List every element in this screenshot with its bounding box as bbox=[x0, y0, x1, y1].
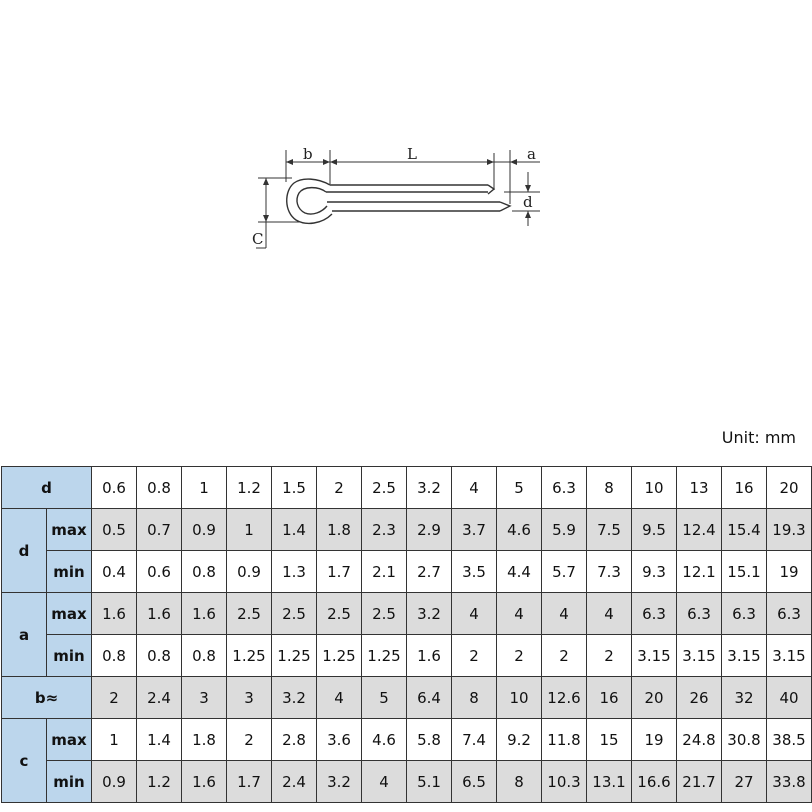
table-cell: 3.5 bbox=[452, 551, 497, 593]
table-cell: 7.3 bbox=[587, 551, 632, 593]
arrow-c-top bbox=[263, 178, 269, 185]
table-cell: 8 bbox=[452, 677, 497, 719]
table-cell: 3.6 bbox=[317, 719, 362, 761]
table-cell: 13 bbox=[677, 467, 722, 509]
table-cell: 19 bbox=[767, 551, 812, 593]
table-cell: 0.8 bbox=[92, 635, 137, 677]
table-row bbox=[2, 551, 812, 593]
table-cell: 8 bbox=[587, 467, 632, 509]
table-row bbox=[2, 719, 812, 761]
table-row bbox=[2, 677, 812, 719]
row-subheader: max bbox=[47, 719, 92, 761]
table-cell: 33.8 bbox=[767, 761, 812, 803]
table-cell: 1 bbox=[227, 509, 272, 551]
table-cell: 2.4 bbox=[272, 761, 317, 803]
table-cell: 19 bbox=[632, 719, 677, 761]
table-cell: 0.4 bbox=[92, 551, 137, 593]
table-cell: 3.2 bbox=[272, 677, 317, 719]
table-cell: 5 bbox=[497, 467, 542, 509]
table-cell: 1.8 bbox=[182, 719, 227, 761]
table-cell: 30.8 bbox=[722, 719, 767, 761]
table-cell: 3.2 bbox=[317, 761, 362, 803]
table-cell: 9.2 bbox=[497, 719, 542, 761]
cotter-pin-diagram bbox=[0, 0, 812, 330]
table-cell: 16 bbox=[587, 677, 632, 719]
table-cell: 16.6 bbox=[632, 761, 677, 803]
table-row bbox=[2, 467, 812, 509]
table-cell: 0.5 bbox=[92, 509, 137, 551]
table-cell: 2 bbox=[92, 677, 137, 719]
table-cell: 15.1 bbox=[722, 551, 767, 593]
table-cell: 3.2 bbox=[407, 593, 452, 635]
table-cell: 1.3 bbox=[272, 551, 317, 593]
dim-label-b: b bbox=[303, 145, 313, 163]
table-cell: 6.3 bbox=[677, 593, 722, 635]
table-cell: 3.15 bbox=[722, 635, 767, 677]
table-cell: 16 bbox=[722, 467, 767, 509]
table-cell: 0.6 bbox=[92, 467, 137, 509]
table-cell: 4 bbox=[587, 593, 632, 635]
table-cell: 6.5 bbox=[452, 761, 497, 803]
table-cell: 8 bbox=[497, 761, 542, 803]
row-subheader: min bbox=[47, 761, 92, 803]
table-cell: 1 bbox=[182, 467, 227, 509]
table-cell: 5.7 bbox=[542, 551, 587, 593]
table-cell: 19.3 bbox=[767, 509, 812, 551]
table-cell: 1.25 bbox=[362, 635, 407, 677]
table-cell: 10.3 bbox=[542, 761, 587, 803]
table-cell: 9.3 bbox=[632, 551, 677, 593]
dim-label-d: d bbox=[523, 193, 533, 211]
table-cell: 1.25 bbox=[272, 635, 317, 677]
table-cell: 6.4 bbox=[407, 677, 452, 719]
dim-label-L: L bbox=[407, 145, 417, 163]
table-cell: 4.6 bbox=[497, 509, 542, 551]
table-cell: 12.4 bbox=[677, 509, 722, 551]
table-cell: 2.5 bbox=[362, 593, 407, 635]
table-cell: 12.1 bbox=[677, 551, 722, 593]
table-cell: 7.5 bbox=[587, 509, 632, 551]
arrow-c-bottom bbox=[263, 215, 269, 222]
table-cell: 20 bbox=[767, 467, 812, 509]
table-cell: 15 bbox=[587, 719, 632, 761]
table-cell: 6.3 bbox=[632, 593, 677, 635]
table-cell: 5.9 bbox=[542, 509, 587, 551]
table-cell: 1.6 bbox=[182, 761, 227, 803]
table-cell: 2.5 bbox=[317, 593, 362, 635]
table-cell: 1.6 bbox=[407, 635, 452, 677]
row-header: b≈ bbox=[2, 677, 92, 719]
table-row bbox=[2, 635, 812, 677]
table-row bbox=[2, 593, 812, 635]
table-cell: 0.7 bbox=[137, 509, 182, 551]
table-cell: 4 bbox=[317, 677, 362, 719]
table-cell: 2.7 bbox=[407, 551, 452, 593]
table-cell: 40 bbox=[767, 677, 812, 719]
table-cell: 11.8 bbox=[542, 719, 587, 761]
table-cell: 3.15 bbox=[677, 635, 722, 677]
table-cell: 2.4 bbox=[137, 677, 182, 719]
table-cell: 0.8 bbox=[182, 635, 227, 677]
row-header: d bbox=[2, 467, 92, 509]
table-cell: 6.3 bbox=[542, 467, 587, 509]
table-cell: 2 bbox=[542, 635, 587, 677]
table-cell: 2.5 bbox=[227, 593, 272, 635]
table-cell: 4.6 bbox=[362, 719, 407, 761]
table-cell: 1.25 bbox=[317, 635, 362, 677]
row-subheader: max bbox=[47, 509, 92, 551]
table-cell: 2.8 bbox=[272, 719, 317, 761]
table-cell: 2.5 bbox=[272, 593, 317, 635]
row-subheader: min bbox=[47, 635, 92, 677]
row-group-header: c bbox=[2, 719, 47, 803]
table-cell: 1.4 bbox=[137, 719, 182, 761]
table-cell: 1.7 bbox=[227, 761, 272, 803]
row-subheader: max bbox=[47, 593, 92, 635]
table-cell: 27 bbox=[722, 761, 767, 803]
table-cell: 1.25 bbox=[227, 635, 272, 677]
table-cell: 1.8 bbox=[317, 509, 362, 551]
table-cell: 0.8 bbox=[182, 551, 227, 593]
table-cell: 1.7 bbox=[317, 551, 362, 593]
row-subheader: min bbox=[47, 551, 92, 593]
table-cell: 1.6 bbox=[92, 593, 137, 635]
table-cell: 0.9 bbox=[182, 509, 227, 551]
table-cell: 2.9 bbox=[407, 509, 452, 551]
table-cell: 3.15 bbox=[632, 635, 677, 677]
dim-label-a: a bbox=[527, 145, 536, 163]
pin-lower-tip bbox=[500, 202, 510, 211]
table-cell: 9.5 bbox=[632, 509, 677, 551]
dimension-table-body bbox=[2, 467, 812, 803]
table-cell: 13.1 bbox=[587, 761, 632, 803]
table-cell: 21.7 bbox=[677, 761, 722, 803]
table-cell: 5 bbox=[362, 677, 407, 719]
table-cell: 2 bbox=[227, 719, 272, 761]
arrow-b-left bbox=[286, 159, 293, 165]
table-cell: 32 bbox=[722, 677, 767, 719]
table-cell: 0.8 bbox=[137, 635, 182, 677]
table-cell: 2 bbox=[587, 635, 632, 677]
table-row bbox=[2, 509, 812, 551]
pin-eye-outer bbox=[287, 179, 332, 223]
arrow-d-bottom bbox=[525, 211, 531, 218]
dimension-table bbox=[1, 466, 812, 803]
table-cell: 20 bbox=[632, 677, 677, 719]
table-cell: 24.8 bbox=[677, 719, 722, 761]
table-cell: 1.5 bbox=[272, 467, 317, 509]
table-cell: 3.7 bbox=[452, 509, 497, 551]
table-cell: 4 bbox=[542, 593, 587, 635]
table-cell: 2.1 bbox=[362, 551, 407, 593]
table-cell: 10 bbox=[632, 467, 677, 509]
table-cell: 2 bbox=[452, 635, 497, 677]
arrow-L-left bbox=[330, 159, 337, 165]
table-cell: 1 bbox=[92, 719, 137, 761]
table-cell: 0.9 bbox=[92, 761, 137, 803]
dim-label-c: C bbox=[252, 230, 264, 248]
pin-eye-inner bbox=[297, 188, 327, 214]
table-row bbox=[2, 761, 812, 803]
table-cell: 26 bbox=[677, 677, 722, 719]
arrow-L-right bbox=[487, 159, 494, 165]
table-cell: 2 bbox=[497, 635, 542, 677]
row-group-header: d bbox=[2, 509, 47, 593]
table-cell: 4 bbox=[452, 467, 497, 509]
table-cell: 6.3 bbox=[722, 593, 767, 635]
table-cell: 1.6 bbox=[137, 593, 182, 635]
table-cell: 6.3 bbox=[767, 593, 812, 635]
table-cell: 1.2 bbox=[227, 467, 272, 509]
table-cell: 4 bbox=[497, 593, 542, 635]
table-cell: 5.1 bbox=[407, 761, 452, 803]
unit-label: Unit: mm bbox=[721, 428, 796, 447]
table-cell: 0.6 bbox=[137, 551, 182, 593]
table-cell: 7.4 bbox=[452, 719, 497, 761]
table-cell: 3.15 bbox=[767, 635, 812, 677]
table-cell: 2.5 bbox=[362, 467, 407, 509]
table-cell: 38.5 bbox=[767, 719, 812, 761]
table-cell: 3.2 bbox=[407, 467, 452, 509]
table-cell: 2.3 bbox=[362, 509, 407, 551]
arrow-b-right bbox=[323, 159, 330, 165]
table-cell: 12.6 bbox=[542, 677, 587, 719]
table-cell: 5.8 bbox=[407, 719, 452, 761]
table-cell: 0.9 bbox=[227, 551, 272, 593]
arrow-d-top bbox=[525, 185, 531, 192]
table-cell: 10 bbox=[497, 677, 542, 719]
table-cell: 4 bbox=[452, 593, 497, 635]
table-cell: 1.4 bbox=[272, 509, 317, 551]
table-cell: 3 bbox=[227, 677, 272, 719]
pin-upper-tip bbox=[488, 185, 494, 194]
table-cell: 4 bbox=[362, 761, 407, 803]
table-cell: 0.8 bbox=[137, 467, 182, 509]
arrow-a-left bbox=[510, 159, 517, 165]
row-group-header: a bbox=[2, 593, 47, 677]
table-cell: 3 bbox=[182, 677, 227, 719]
table-cell: 1.2 bbox=[137, 761, 182, 803]
table-cell: 2 bbox=[317, 467, 362, 509]
table-cell: 4.4 bbox=[497, 551, 542, 593]
table-cell: 1.6 bbox=[182, 593, 227, 635]
table-cell: 15.4 bbox=[722, 509, 767, 551]
